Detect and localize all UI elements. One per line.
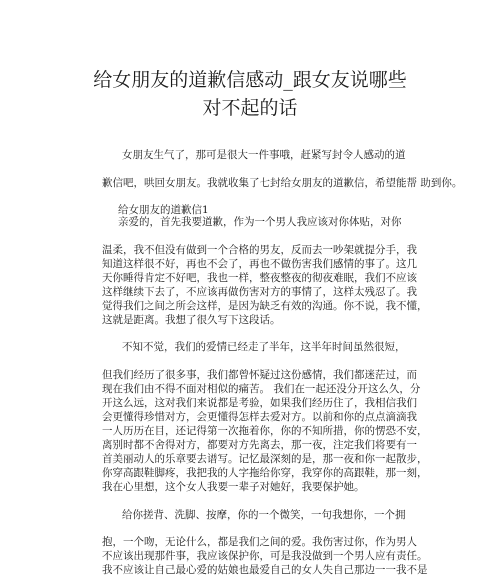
paragraph-line: 首美丽动人的乐章要去谱写。记忆最深刻的是，那一夜和你一起散步， [102, 453, 428, 465]
paragraph-line: 离别时都不舍得对方，都要对方先离去，那一夜，注定我们将要有一 [102, 439, 417, 451]
paragraph-line: 现在我们由不得不面对相似的痛苦。 我们在一起还没分开这么久，分 [102, 383, 421, 395]
paragraph-line: 我在心里想，这个女人我要一辈子对她好，我要保护她。 [102, 481, 365, 493]
paragraph-line: 但我们经历了很多事，我们都曾怀疑过这份感情，我们都迷茫过，而 [102, 369, 417, 381]
paragraph-line: 亲爱的，首先我要道歉，作为一个男人我应该对你体贴，对你 [118, 216, 402, 228]
paragraph-line: 女朋友生气了，那可是很大一件事哦，赶紧写封令人感动的道 [122, 149, 406, 161]
paragraph-line: 觉得我们之间之所会这样，是因为缺乏有效的沟通。你不说，我不懂， [102, 300, 428, 312]
paragraph-line: 这样继续下去了，不应该再做伤害对方的事情了，这样太残忍了。我 [102, 286, 417, 298]
document-title-line-1: 给女朋友的道歉信感动_跟女友说哪些 [93, 69, 407, 91]
paragraph-line: 温柔，我不但没有做到一个合格的男友，反而去一吵架就提分手，我 [102, 244, 417, 256]
paragraph-line: 你穿高跟鞋脚疼，我把我的人字拖给你穿，我穿你的高跟鞋，那一刻， [102, 467, 428, 479]
paragraph-line: 这就是距离。我想了很久写下这段话。 [102, 314, 281, 326]
paragraph-line: 开这么远，这对我们来说都是考验，如果我们经历住了，我相信我们 [102, 397, 417, 409]
paragraph-line: 不知不觉，我们的爱情已经走了半年，这半年时间虽然很短， [122, 341, 406, 353]
paragraph-line: 会更懂得珍惜对方，会更懂得怎样去爱对方。以前和你的点点滴滴我 [102, 411, 417, 423]
paragraph-line: 歉信吧，哄回女朋友。我就收集了七封给女朋友的道歉信，希望能帮 助到你。 [102, 177, 463, 189]
paragraph-line: 我不应该让自己最心爱的姑娘也最爱自己的女人失自己那边一一我不是 [102, 564, 428, 576]
paragraph-line: 给你搓背、洗脚、按摩，你的一个微笑，一句我想你，一个拥 [122, 509, 406, 521]
paragraph-line: 天你睡得肯定不好吧，我也一样，整夜整夜的彻夜难眠，我们不应该 [102, 272, 417, 284]
paragraph-line: 抱，一个吻，无论什么，都是我们之间的爱。我伤害过你，作为男人 [102, 536, 417, 548]
paragraph-line: 一人历历在目，还记得第一次拖着你，你的不知所措，你的愣恐不安， [102, 425, 428, 437]
section-heading: 给女朋友的道歉信1 [118, 204, 209, 216]
paragraph-line: 知道这样很不好，再也不会了，再也不做伤害我们感情的事了。这几 [102, 258, 417, 270]
paragraph-line: 不应该出现那件事，我应该保护你，可是我没做到一个男人应有责任。 [102, 550, 428, 562]
document-title-line-2: 对不起的话 [202, 97, 298, 119]
